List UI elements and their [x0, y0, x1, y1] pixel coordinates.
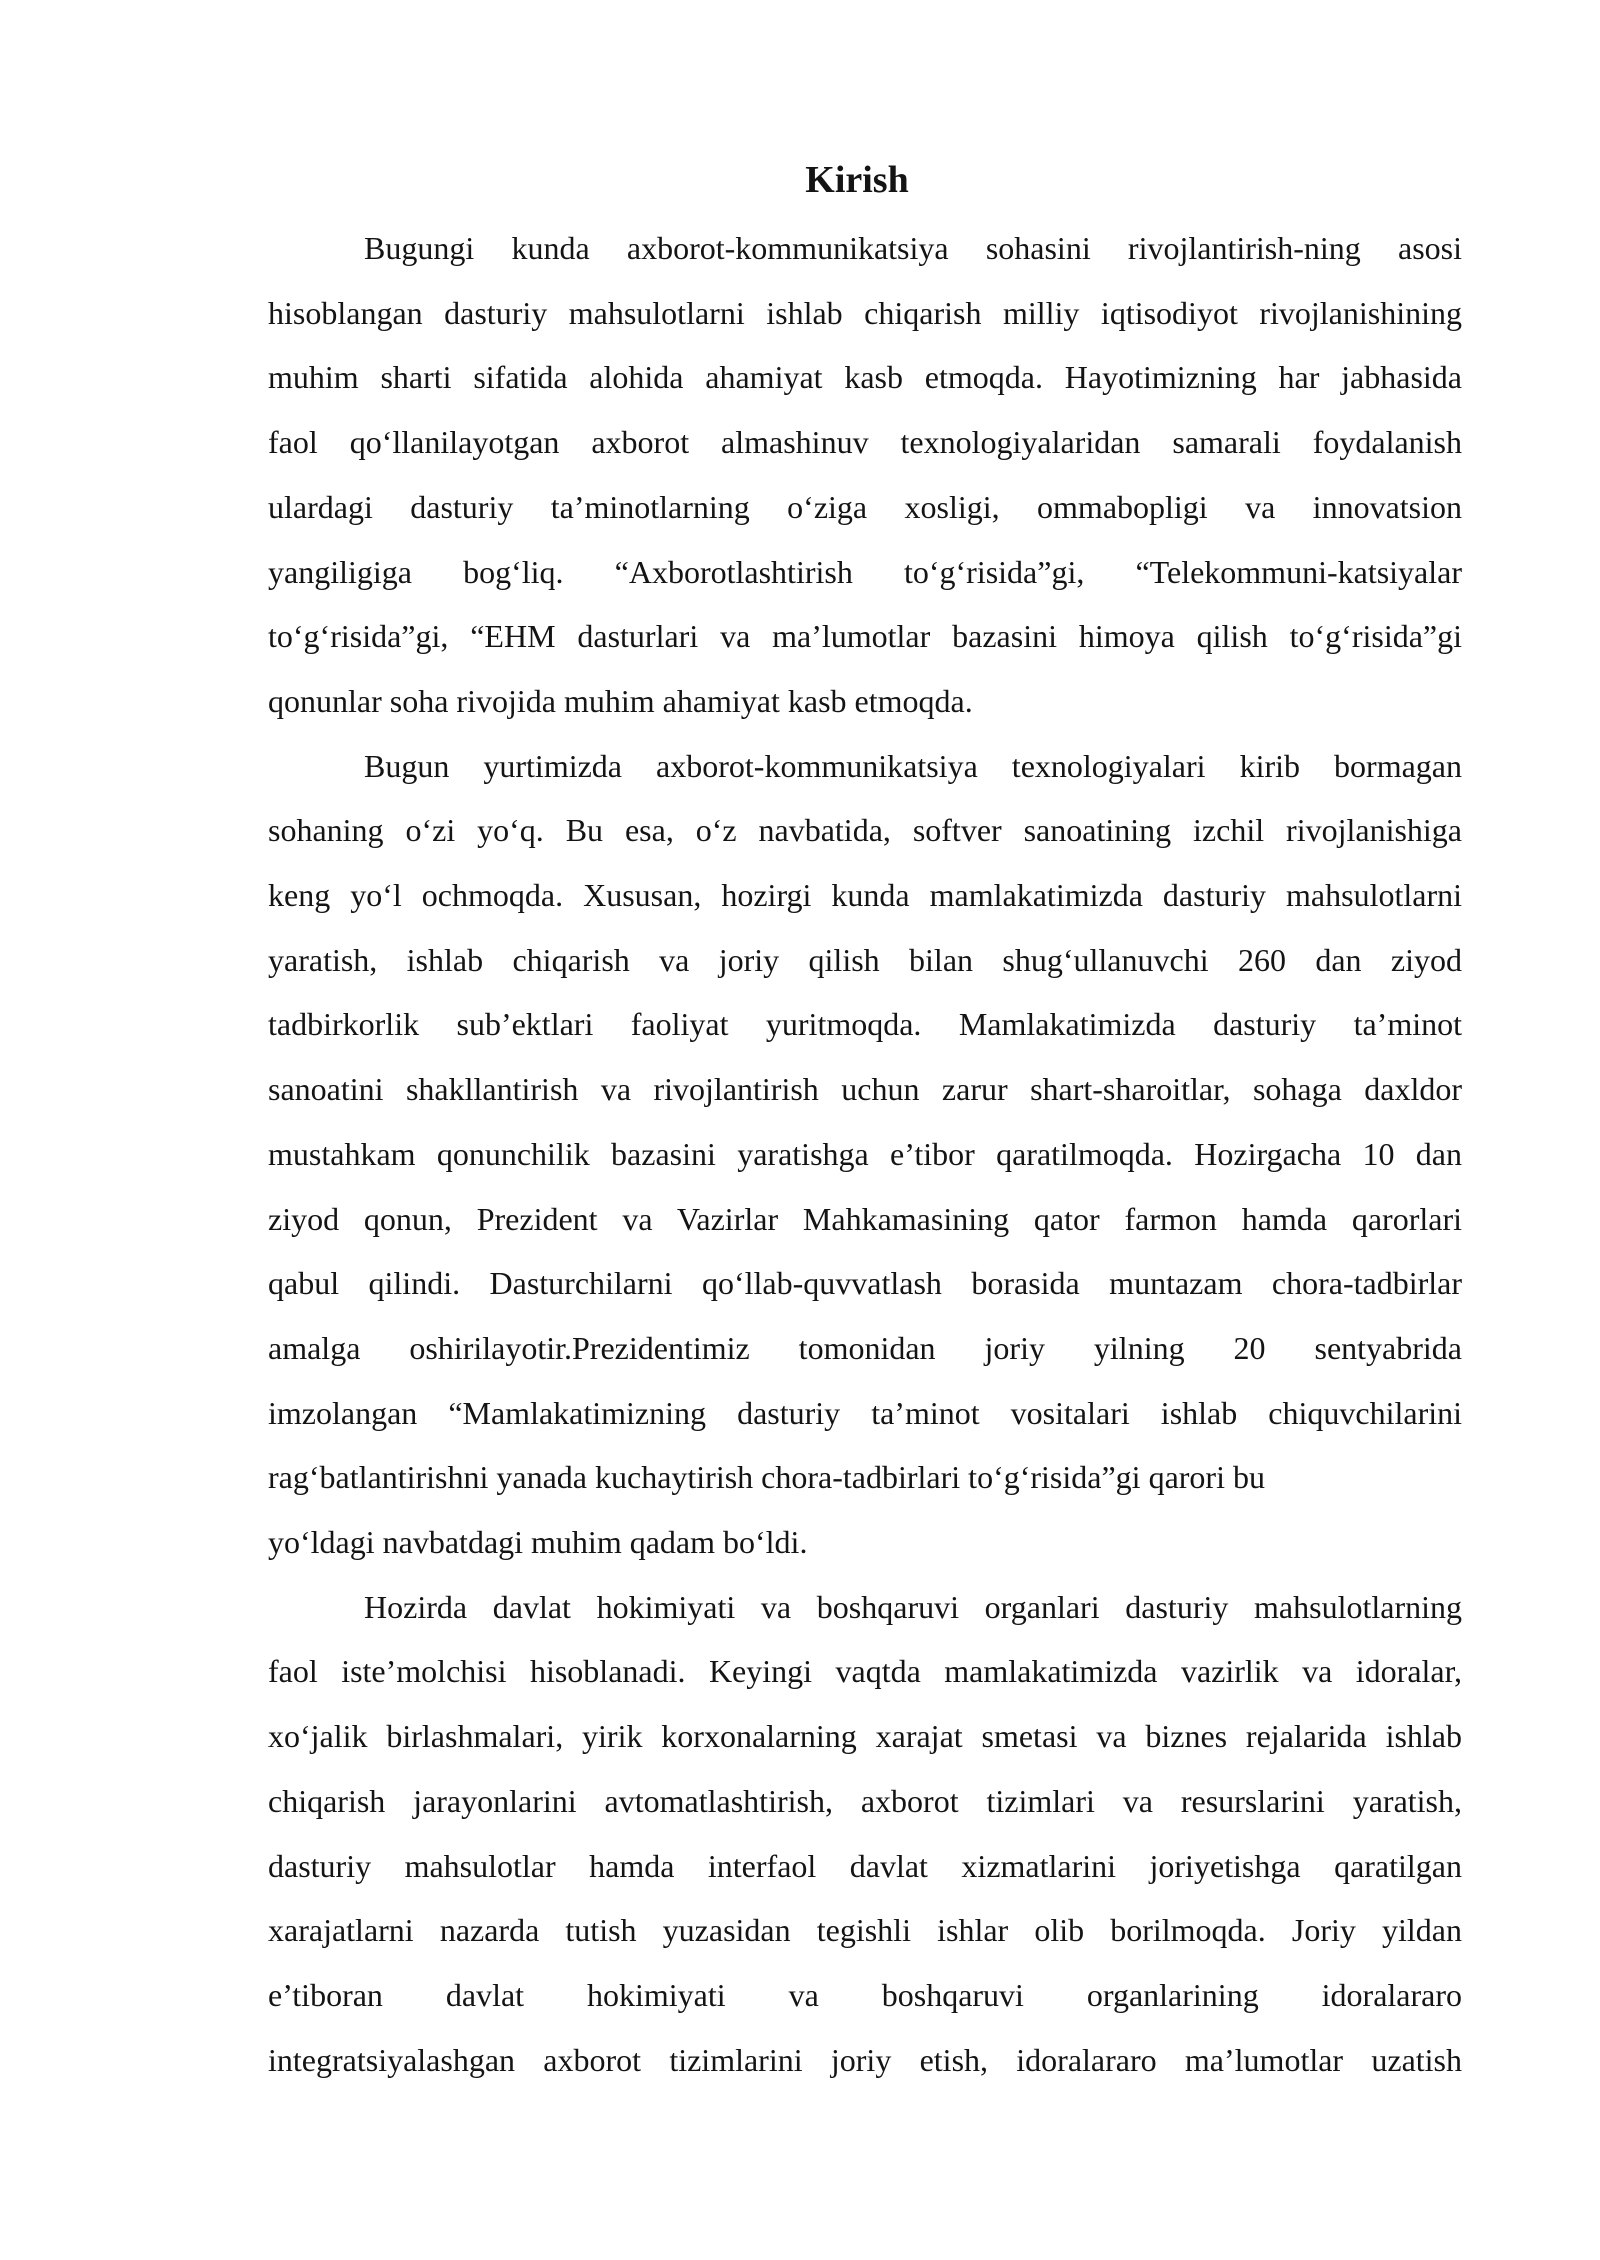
paragraph-line: sohaning o‘zi yo‘q. Bu esa, o‘z navbatida, softver sanoatining izchil rivojlanishiga	[268, 812, 1462, 849]
paragraph-line: qabul qilindi. Dasturchilarni qo‘llab-quvvatlash borasida muntazam chora-tadbirlar	[268, 1265, 1462, 1302]
paragraph-line: yaratish, ishlab chiqarish va joriy qilish bilan shug‘ullanuvchi 260 dan ziyod	[268, 941, 1462, 978]
paragraph-line: qonunlar soha rivojida muhim ahamiyat kasb etmoqda.	[268, 682, 973, 719]
document-page	[172, 150, 1462, 2092]
paragraph-line: yo‘ldagi navbatdagi muhim qadam bo‘ldi.	[268, 1524, 808, 1561]
paragraph-line: amalga oshirilayotir.Prezidentimiz tomonidan joriy yilning 20 sentyabrida	[268, 1329, 1462, 1366]
paragraph-line: rag‘batlantirishni yanada kuchaytirish chora-tadbirlari to‘g‘risida”gi qarori bu	[268, 1459, 1265, 1496]
paragraph-line: ulardagi dasturiy ta’minotlarning o‘ziga xosligi, ommabopligi va innovatsion	[268, 488, 1462, 525]
paragraph-line: yangiligiga bog‘liq. “Axborotlashtirish to‘g‘risida”gi, “Telekommuni-katsiyalar	[268, 553, 1462, 590]
paragraph-line: dasturiy mahsulotlar hamda interfaol davlat xizmatlarini joriyetishga qaratilgan	[268, 1847, 1462, 1884]
paragraph-line: Bugun yurtimizda axborot-kommunikatsiya texnologiyalari kirib bormagan	[364, 747, 1462, 784]
paragraph-line: tadbirkorlik sub’ektlari faoliyat yuritmoqda. Mamlakatimizda dasturiy ta’minot	[268, 1006, 1462, 1043]
paragraph-line: e’tiboran davlat hokimiyati va boshqaruvi organlarining idoralararo	[268, 1976, 1462, 2013]
paragraph-line: keng yo‘l ochmoqda. Xususan, hozirgi kunda mamlakatimizda dasturiy mahsulotlarni	[268, 877, 1462, 914]
paragraph-1	[172, 216, 1462, 734]
paragraph-line: chiqarish jarayonlarini avtomatlashtirish, axborot tizimlari va resurslarini yaratish,	[268, 1782, 1462, 1819]
paragraph-line: muhim sharti sifatida alohida ahamiyat kasb etmoqda. Hayotimizning har jabhasida	[268, 359, 1462, 396]
paragraph-2	[172, 734, 1462, 1575]
paragraph-line: mustahkam qonunchilik bazasini yaratishga e’tibor qaratilmoqda. Hozirgacha 10 dan	[268, 1135, 1462, 1172]
paragraph-3	[172, 1575, 1462, 2093]
paragraph-line: imzolangan “Mamlakatimizning dasturiy ta’minot vositalari ishlab chiquvchilarini	[268, 1394, 1462, 1431]
paragraph-line: xarajatlarni nazarda tutish yuzasidan tegishli ishlar olib borilmoqda. Joriy yildan	[268, 1912, 1462, 1949]
paragraph-line: ziyod qonun, Prezident va Vazirlar Mahkamasining qator farmon hamda qarorlari	[268, 1200, 1462, 1237]
paragraph-line: Hozirda davlat hokimiyati va boshqaruvi organlari dasturiy mahsulotlarning	[364, 1588, 1462, 1625]
paragraph-line: faol iste’molchisi hisoblanadi. Keyingi vaqtda mamlakatimizda vazirlik va idoralar,	[268, 1653, 1462, 1690]
paragraph-line: faol qo‘llanilayotgan axborot almashinuv texnologiyalaridan samarali foydalanish	[268, 424, 1462, 461]
document-title: Kirish	[805, 159, 909, 201]
paragraph-line: Bugungi kunda axborot-kommunikatsiya sohasini rivojlantirish-ning asosi	[364, 230, 1462, 266]
paragraph-line: xo‘jalik birlashmalari, yirik korxonalarning xarajat smetasi va biznes rejalarida ishlab	[268, 1718, 1462, 1755]
paragraph-line: integratsiyalashgan axborot tizimlarini joriy etish, idoralararo ma’lumotlar uzatish	[268, 2041, 1462, 2078]
paragraph-line: to‘g‘risida”gi, “EHM dasturlari va ma’lumotlar bazasini himoya qilish to‘g‘risida”gi	[268, 618, 1462, 655]
paragraph-line: hisoblangan dasturiy mahsulotlarni ishlab chiqarish milliy iqtisodiyot rivojlanishining	[268, 294, 1462, 331]
paragraph-line: sanoatini shakllantirish va rivojlantirish uchun zarur shart-sharoitlar, sohaga daxldor	[268, 1071, 1462, 1108]
